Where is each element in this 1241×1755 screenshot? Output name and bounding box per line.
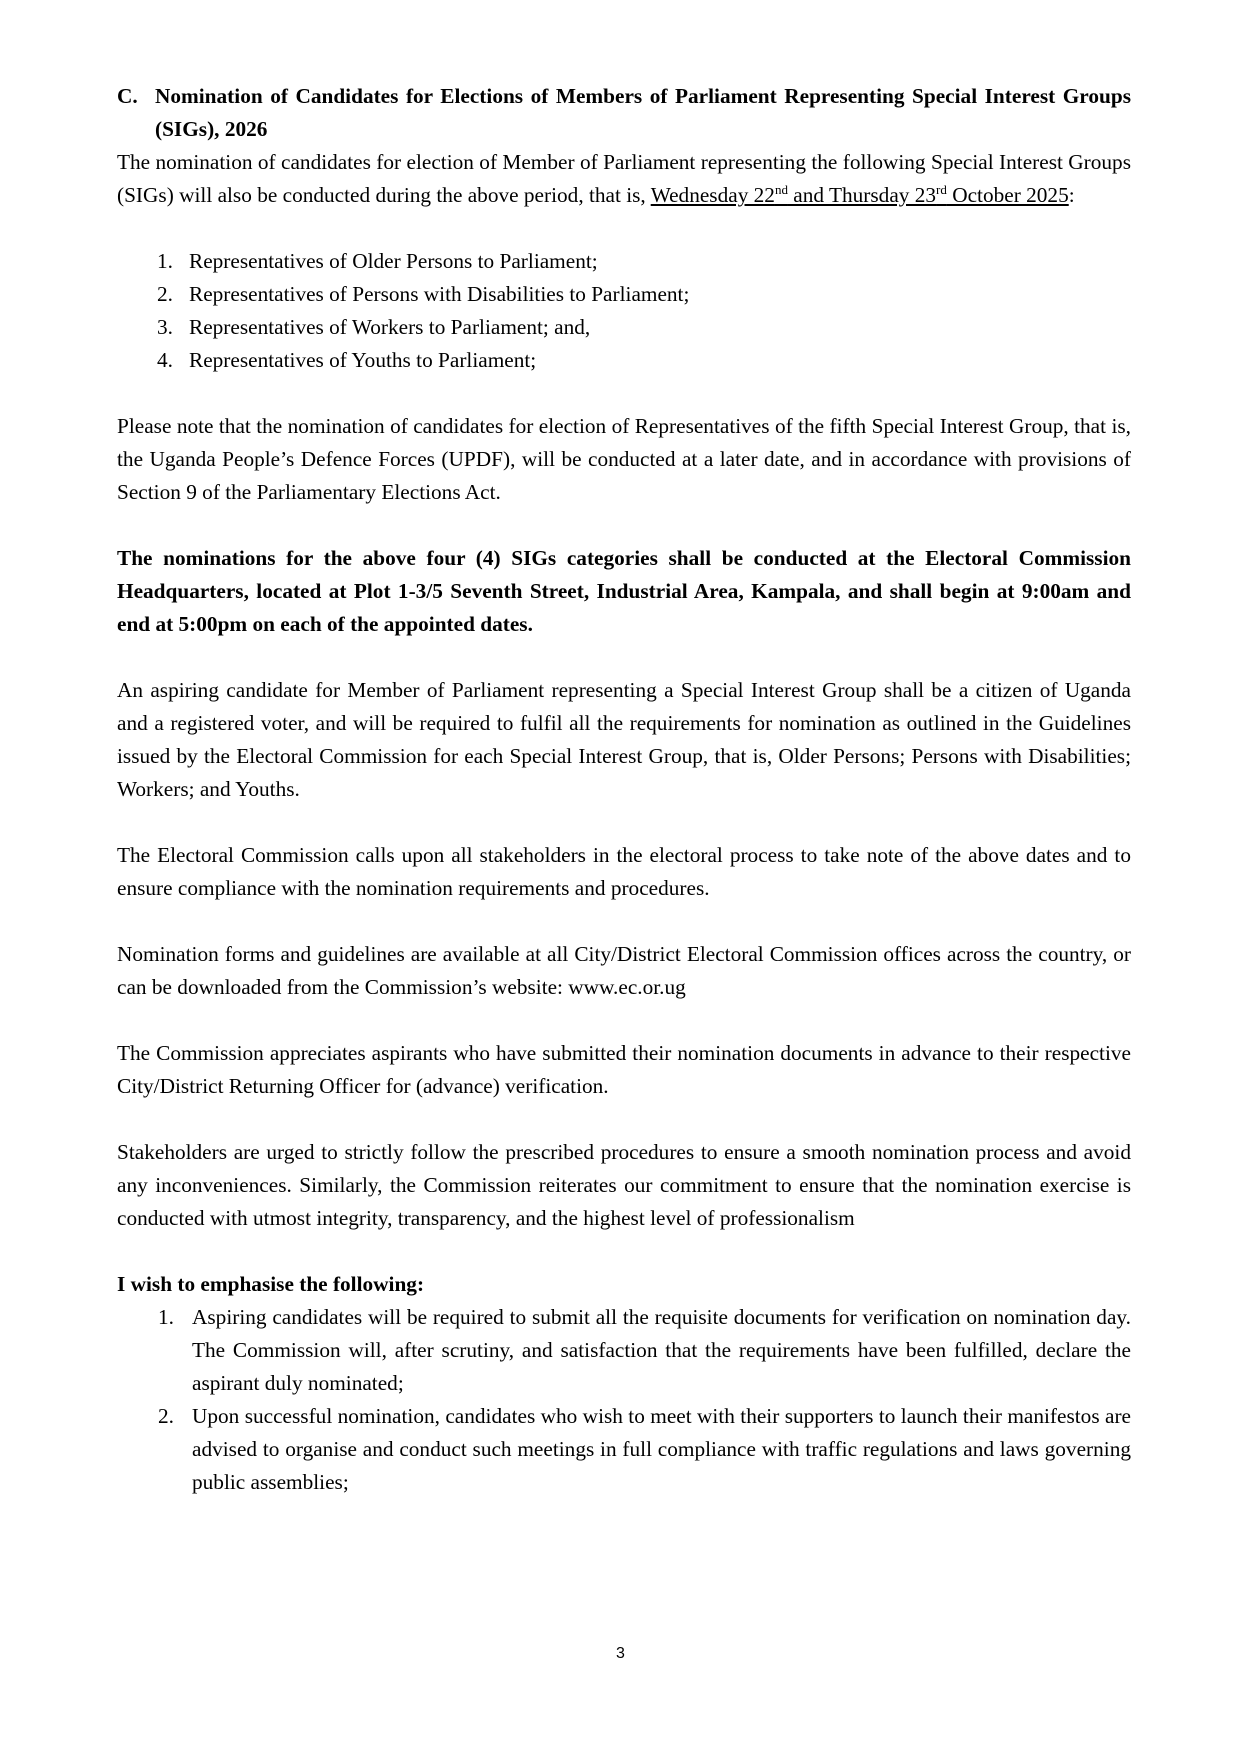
list-item: 2. Upon successful nomination, candidates who wish to meet with their supporters to launch their manifestos are advised to organise and conduct such meetings in full compliance with traffic regulations and laws governing public assemblies;: [158, 1404, 1131, 1494]
list-item: 1. Aspiring candidates will be required to submit all the requisite documents for verification on nomination day. The Commission will, after scrutiny, and satisfaction that the requirements have been fulfilled, declare the aspirant duly nominated;: [158, 1305, 1131, 1395]
list-item: 3. Representatives of Workers to Parliament; and,: [157, 315, 591, 339]
forms-paragraph: Nomination forms and guidelines are available at all City/District Electoral Commission offices across the country, or can be downloaded from the Commission’s website: www.ec.or.ug: [117, 942, 1131, 999]
list-item: 2. Representatives of Persons with Disabilities to Parliament;: [157, 282, 690, 306]
emphasis-list: [117, 1301, 1131, 1499]
emphasis-heading: I wish to emphasise the following:: [117, 1272, 425, 1296]
sig-list: [117, 245, 1131, 377]
procedures-paragraph: Stakeholders are urged to strictly follow the prescribed procedures to ensure a smooth nomination process and avoid any inconveniences. Similarly, the Commission reiterates our commitment to ensure that the nomination exercise is conducted with utmost integrity, transparency, and the highest level of professionalism: [117, 1140, 1131, 1230]
list-item: 1. Representatives of Older Persons to Parliament;: [157, 249, 598, 273]
intro-paragraph: The nomination of candidates for election of Member of Parliament representing the following Special Interest Groups (SIGs) will also be conducted during the above period, that is, Wednesday 22nd and Thursday 23rd October 2025:: [117, 150, 1131, 207]
section-title: Nomination of Candidates for Elections of Members of Parliament Representing Special Interest Groups (SIGs), 2026: [155, 84, 1131, 141]
section-heading: [117, 80, 1131, 146]
appreciation-paragraph: The Commission appreciates aspirants who have submitted their nomination documents in advance to their respective City/District Returning Officer for (advance) verification.: [117, 1041, 1131, 1098]
venue-paragraph: The nominations for the above four (4) SIGs categories shall be conducted at the Electoral Commission Headquarters, located at Plot 1-3/5 Seventh Street, Industrial Area, Kampala, and shall begin at 9:00am and end at 5:00pm on each of the appointed dates.: [117, 546, 1131, 636]
stakeholders-call-paragraph: The Electoral Commission calls upon all stakeholders in the electoral process to take note of the above dates and to ensure compliance with the nomination requirements and procedures.: [117, 843, 1131, 900]
page-number: 3: [616, 1645, 625, 1662]
list-item: 4. Representatives of Youths to Parliament;: [157, 348, 537, 372]
document-page: [117, 80, 1131, 1499]
eligibility-paragraph: An aspiring candidate for Member of Parliament representing a Special Interest Group shall be a citizen of Uganda and a registered voter, and will be required to fulfil all the requirements for nomination as outlined in the Guidelines issued by the Electoral Commission for each Special Interest Group, that is, Older Persons; Persons with Disabilities; Workers; and Youths.: [117, 678, 1131, 801]
updf-note-paragraph: Please note that the nomination of candidates for election of Representatives of the fifth Special Interest Group, that is, the Uganda People’s Defence Forces (UPDF), will be conducted at a later date, and in accordance with provisions of Section 9 of the Parliamentary Elections Act.: [117, 414, 1131, 504]
nomination-dates: Wednesday 22nd and Thursday 23rd October 2025: [650, 182, 1069, 207]
section-label: C.: [117, 84, 138, 108]
